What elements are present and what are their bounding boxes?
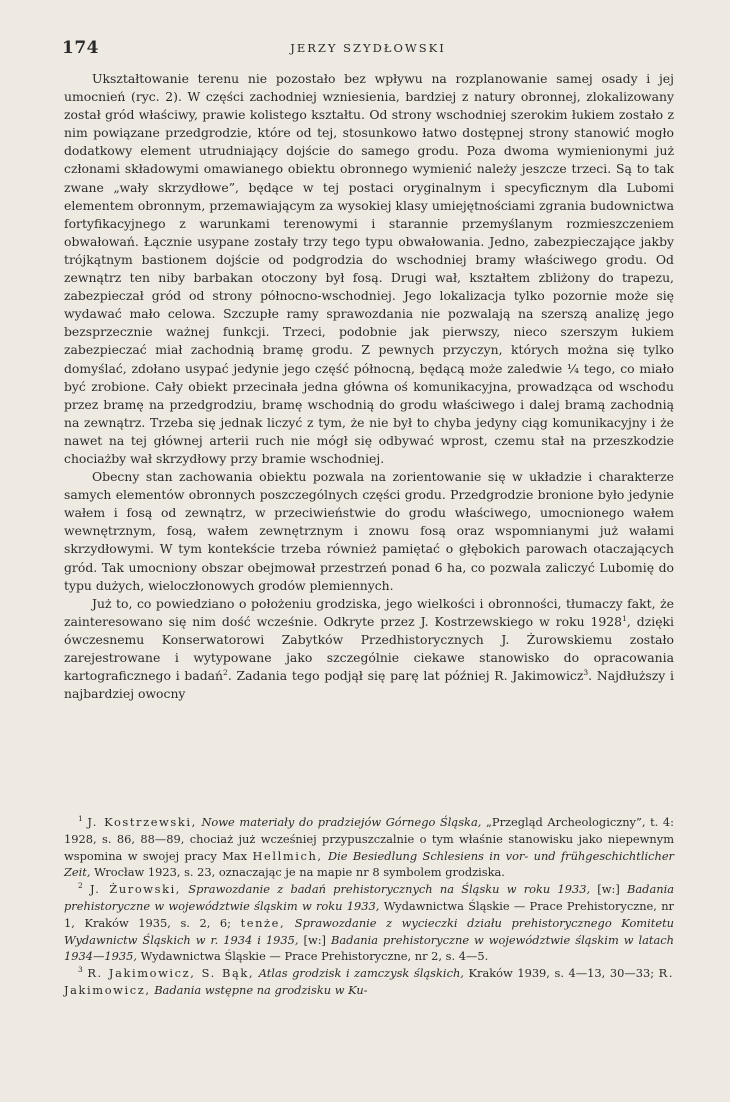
footnote-number: 1	[78, 814, 83, 824]
footnote-text: Wrocław 1923, s. 23, oznaczając je na mapie nr 8 symbolem grodziska.	[94, 865, 505, 880]
footnote-text: Wydawnictwa Śląskie — Prace Prehistoryczne, nr 2, s. 4—5.	[140, 949, 489, 964]
paragraph-3-part-1: Już to, co powiedziano o położeniu grodziska, jego wielkości i obronności, tłumaczy fakt, że zainteresowano się nim dość wcześnie. Odkryte przez J. Kostrzewskiego w roku 1928	[64, 595, 674, 629]
footnote-title: Nowe materiały do pradziejów Górnego Śląska,	[201, 815, 482, 829]
footnote-number: 3	[78, 965, 83, 975]
paragraph-3	[64, 595, 674, 704]
footnote-author: J. Kostrzewski,	[87, 815, 197, 829]
footnote-text: [w:]	[597, 882, 620, 897]
footnote-3	[64, 965, 674, 999]
footnote-title: Badania prehistoryczne w województwie śląskim w roku 1933,	[64, 882, 675, 913]
footnote-title: Die Besiedlung Schlesiens in vor- und frühgeschichtlicher Zeit,	[64, 848, 675, 880]
footnote-ref-2: 2	[223, 667, 228, 677]
paragraph-3-part-2: , dzięki ówczesnemu Konserwatorowi Zabytków Przedhistorycznych J. Żurowskiemu zostało zarejestrowane i wytypowane jako szczególnie ciekawe stanowisko do opracowania kartograficznego i badań	[64, 613, 674, 684]
footnote-1	[64, 814, 674, 881]
footnote-title: Sprawozdanie z wycieczki działu prehistorycznego Komitetu Wydawnictw Śląskich w r. 1934 i 1935,	[64, 915, 674, 947]
footnote-number: 2	[78, 881, 83, 891]
footnote-ref-3: 3	[583, 667, 589, 677]
page-number: 174	[62, 38, 99, 58]
footnote-author: R. Jakimowicz,	[64, 966, 675, 997]
footnote-2	[64, 881, 674, 965]
footnotes	[64, 814, 674, 999]
paragraph-3-part-3: . Zadania tego podjął się parę lat później R. Jakimowicz	[227, 668, 584, 684]
footnote-title: Badania wstępne na grodzisku w Ku-	[154, 982, 368, 997]
paragraph-1: Ukształtowanie terenu nie pozostało bez wpływu na rozplanowanie samej osady i jej umocnień (ryc. 2). W części zachodniej wzniesienia, bardziej z natury obronnej, zlokalizowany został gród właściwy, prawie kolistego kształtu. Od strony wschodniej szerokim łukiem zostało z nim powiązane przedgrodzie, które od tej, stosunkowo łatwo dostępnej strony stanowić mogło dodatkowy element utrudniający dojście do samego grodu. Poza dwoma wymienionymi już członami składowymi omawianego obiektu obronnego wymienić należy jeszcze trzeci. Są to tak zwane „wały skrzydłowe”, będące w tej postaci oryginalnym i specyficznym dla Lubomi elementem obronnym, przemawiającym za wysokiej klasy umiejętnościami zgrania budownictwa fortyfikacyjnego z warunkami terenowymi i starannie przemyślanym rozmieszczeniem obwałowań. Łącznie usypane zostały trzy tego typu obwałowania. Jedno, zabezpieczające jakby trójkątnym bastionem dojście od podgrodzia do wschodniej bramy właściwego grodu. Od zewnątrz ten niby barbakan otoczony był fosą. Drugi wał, kształtem zbliżony do trapezu, zabezpieczał gród od strony północno-wschodniej. Jego lokalizacja tylko pozornie może się wydawać mało celowa. Szczupłe ramy sprawozdania nie pozwalają na szerszą analizę jego bezsprzecznie ważnej funkcji. Trzeci, podobnie jak pierwszy, nieco szerszym łukiem zabezpieczać miał zachodnią bramę grodu. Z pewnych przyczyn, których można się tylko domyślać, zdołano usypać jedynie jego część północną, będącą może zaledwie ¼ tego, co miało być zrobione. Cały obiekt przecinała jedna główna oś komunikacyjna, prowadząca od wschodu przez bramę na przedgrodziu, bramę wschodnią do grodu właściwego i dalej bramą zachodnią na zewnątrz. Trzeba się jednak liczyć z tym, że nie był to chyba jedyny ciąg komunikacyjny i że nawet na tej głównej arterii ruch nie mógł się odbywać wprost, czemu stał na przeszkodzie chociażby wał skrzydłowy przy bramie wschodniej.	[64, 71, 674, 466]
footnote-author: J. Żurowski,	[90, 882, 182, 897]
footnote-author: R. Jakimowicz, S. Bąk,	[87, 966, 255, 981]
footnote-title: Sprawozdanie z badań prehistorycznych na Śląsku w roku 1933,	[188, 882, 591, 897]
footnote-text: [w:]	[303, 932, 326, 947]
footnote-ref-1: 1	[622, 613, 627, 623]
footnote-author: tenże,	[240, 915, 286, 930]
footnote-title: Badania prehistoryczne w województwie śląskim w latach 1934—1935,	[64, 932, 674, 964]
footnote-text: Wydawnictwa Śląskie — Prace Prehistoryczne, nr 1, Kraków 1935, s. 2, 6;	[64, 898, 674, 930]
running-head-author: JERZY SZYDŁOWSKI	[290, 41, 446, 55]
main-text	[64, 70, 674, 703]
paragraph-2: Obecny stan zachowania obiektu pozwala na zorientowanie się w układzie i charakterze samych elementów obronnych poszczególnych części grodu. Przedgrodzie bronione było jedynie wałem i fosą od zewnątrz, w przeciwieństwie do grodu właściwego, umocnionego wałem wewnętrznym, fosą, wałem zewnętrznym i znowu fosą oraz wspomnianymi już wałami skrzydłowymi. W tym kontekście trzeba również pamiętać o głębokich parowach otaczających gród. Tak umocniony obszar obejmował przestrzeń ponad 6 ha, co pozwala zaliczyć Lubomię do typu dużych, wieloczłonowych grodów plemiennych.	[64, 469, 674, 593]
paragraph-3-part-4: . Najdłuższy i najbardziej owocny	[64, 668, 674, 702]
footnote-author: Hellmich,	[252, 848, 323, 863]
page-header	[62, 38, 674, 62]
footnote-text: Kraków 1939, s. 4—13, 30—33;	[468, 966, 655, 981]
footnote-text: „Przegląd Archeologiczny”, t. 4: 1928, s. 86, 88—89, chociaż już wcześniej przypuszczalnie o tym właśnie stanowisku jako niepewnym wspomina w swojej pracy Max	[64, 815, 674, 863]
footnote-title: Atlas grodzisk i zamczysk śląskich,	[258, 966, 464, 981]
